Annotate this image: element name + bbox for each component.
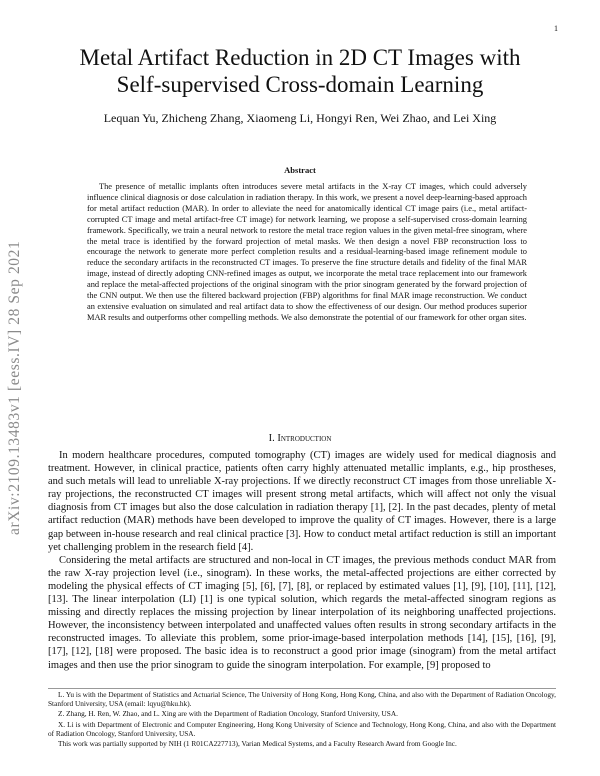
footnote-4: This work was partially supported by NIH (1 R01CA227713), Varian Medical Systems, and a Faculty Research Award from Google Inc. [58,739,457,749]
footnote-1: L. Yu is with the Department of Statistics and Actuarial Science, The University of Hong Kong, Hong Kong, China, and also with the Department of Radiation Oncology, Stanford University, USA (email: lqyu@hku.hk). [48,690,556,709]
arxiv-stamp: arXiv:2109.13483v1 [eess.IV] 28 Sep 2021 [6,240,23,535]
body-text [48,449,556,672]
footnotes [48,690,556,749]
author-list: Lequan Yu, Zhicheng Zhang, Xiaomeng Li, Hongyi Ren, Wei Zhao, and Lei Xing [103,111,497,125]
title-line-1: Metal Artifact Reduction in 2D CT Images with [79,45,521,70]
paper-title [40,44,560,98]
paragraph-2: Considering the metal artifacts are structured and non-local in CT images, the previous methods conduct MAR from the raw X-ray projection level (i.e., sinogram). In these works, the metal-affected projections are either corrected by modeling the physical effects of CT imaging [5], [6], [7], [8], or replaced by estimated values [1], [9], [10], [11], [12], [13]. The linear interpolation (LI) [1] is one typical solution, which regards the metal-affected sinogram regions as missing and directly replaces the missing projection by linear interpolation of its neighboring unaffected projections. However, the inconsistency between interpolated and unaffected values often results in strong secondary artifacts in the reconstructed images. To alleviate this problem, some prior-image-based interpolation methods [14], [15], [16], [9], [17], [12], [18] were proposed. The basic idea is to reconstruct a good prior image (sinogram) from the metal artifact images and then use the prior sinogram to guide the sinogram interpolation. For example, [9] proposed to [48,554,556,671]
footnote-3: X. Li is with Department of Electronic and Computer Engineering, Hong Kong University of Science and Technology, Hong Kong, China, and also with the Department of Radiation Oncology, Stanford University, USA. [48,719,556,738]
section-heading [0,433,600,444]
title-line-2: Self-supervised Cross-domain Learning [116,72,484,97]
page-number: 1 [554,24,558,33]
abstract-text: The presence of metallic implants often introduces severe metal artifacts in the X-ray CT images, which could adversely influence clinical diagnosis or dose calculation in radiation therapy. In this work, we present a novel deep-learning-based approach for metal artifact reduction (MAR). In order to alleviate the need for anatomically identical CT image pairs (i.e., metal artifact-corrupted CT image and metal artifact-free CT image) for network learning, we propose a self-supervised cross-domain learning framework. Specifically, we train a neural network to restore the metal trace region values in the given metal-free sinogram, where the metal trace is identified by the forward projection of metal masks. We then design a novel FBP reconstruction loss to encourage the network to generate more perfect completion results and a residual-learning-based image refinement module to reduce the secondary artifacts in the reconstructed CT images. To preserve the fine structure details and fidelity of the final MAR image, instead of directly adopting CNN-refined images as output, we incorporate the metal trace replacement into our framework and replace the metal-affected projections of the original sinogram with the prior sinogram generated by the forward projection of the CNN output. We then use the filtered backward projection (FBP) algorithms for final MAR image reconstruction. We conduct an extensive evaluation on simulated and real artifact data to show the effectiveness of our design. Our method produces superior MAR results and outperforms other compelling methods. We also demonstrate the potential of our framework for other organ sites. [87,182,527,322]
abstract-heading: Abstract [284,165,316,175]
paragraph-1: In modern healthcare procedures, computed tomography (CT) images are widely used for medical diagnosis and treatment. However, in clinical practice, patients often carry highly attenuated metallic implants, e.g., hip prostheses, and such metals will lead to unreliable X-ray projections. If we directly reconstruct CT images from those unreliable X-ray projections, the reconstructed CT images will present strong metal artifacts, which will affect not only the visual diagnosis from CT images but also the dose calculation in radiation therapy [1], [2]. In the past decades, plenty of metal artifact reduction (MAR) methods have been developed to improve the quality of CT images. However, there is a large gap between in-house research and real clinical practice [3]. How to conduct metal artifact reduction is still an important yet challenging problem in the research field [4]. [48,450,556,553]
footnote-2: Z. Zhang, H. Ren, W. Zhao, and L. Xing are with the Department of Radiation Oncology, Stanford University, USA. [58,709,398,719]
footnote-divider [48,688,556,689]
section-number: I. [268,433,275,444]
section-title: Introduction [277,433,332,444]
